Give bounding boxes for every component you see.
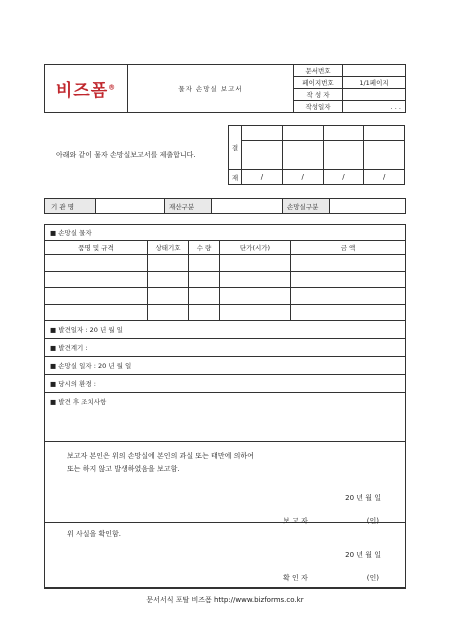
approval-date-2: / <box>282 170 323 185</box>
col-status: 상태기호 <box>148 241 189 255</box>
meta-value-author <box>343 89 406 101</box>
approval-head-1 <box>242 126 283 141</box>
asset-type-value[interactable] <box>212 199 283 214</box>
header-table <box>44 64 406 113</box>
agency-label: 기 관 명 <box>45 199 96 214</box>
found-reason-field[interactable]: ■ 발견계기 : <box>45 339 406 357</box>
footer-text: 문서서식 포탈 비즈폼 http://www.bizforms.co.kr <box>146 596 304 604</box>
approval-head-4 <box>364 126 405 141</box>
table-row <box>45 304 406 321</box>
statement-block <box>45 442 406 523</box>
footer-divider <box>44 588 406 589</box>
approval-label-top: 결 <box>229 126 242 170</box>
loss-date-field[interactable]: ■ 손망실 일자 : 20 년 월 일 <box>45 357 406 375</box>
confirm-text: 위 사실을 확인함. <box>67 530 122 538</box>
col-item-name: 품명 및 규격 <box>45 241 148 255</box>
meta-value-doc-no <box>343 65 406 77</box>
meta-value-date: . . . <box>343 101 406 113</box>
approval-date-3: / <box>323 170 364 185</box>
loss-type-value[interactable] <box>330 199 406 214</box>
col-quantity: 수 량 <box>189 241 220 255</box>
environment-field[interactable]: ■ 당시의 환경 : <box>45 375 406 393</box>
items-section-title: ■ 손망실 물자 <box>45 225 406 241</box>
page-title: 물자 손망실 보고서 <box>128 65 294 113</box>
approval-sign-4[interactable] <box>364 141 405 170</box>
meta-label-page-no: 페이지번호 <box>294 77 343 89</box>
approval-head-3 <box>323 126 364 141</box>
main-form <box>44 224 406 588</box>
logo: 비즈폼® <box>45 65 128 113</box>
meta-value-page-no: 1/1페이지 <box>343 77 406 89</box>
approval-head-2 <box>282 126 323 141</box>
approval-date-1: / <box>242 170 283 185</box>
reporter-label: 보 고 자 <box>283 517 308 525</box>
intro-text: 아래와 같이 물자 손망실보고서를 제출합니다. <box>56 151 196 159</box>
info-row <box>44 198 406 214</box>
meta-label-date: 작성일자 <box>294 101 343 113</box>
approval-date-4: / <box>364 170 405 185</box>
found-date-field[interactable]: ■ 발견일자 : 20 년 월 일 <box>45 321 406 339</box>
statement-line-1: 보고자 본인은 위의 손망실에 본인의 과실 또는 태만에 의하여 <box>67 452 254 460</box>
table-row <box>45 271 406 288</box>
table-row <box>45 288 406 305</box>
meta-label-author: 작 성 자 <box>294 89 343 101</box>
approval-sign-1[interactable] <box>242 141 283 170</box>
confirm-block <box>45 523 406 588</box>
confirmer-seal[interactable]: (인) <box>366 574 379 582</box>
confirmer-label: 확 인 자 <box>283 574 308 582</box>
approval-label-bottom: 재 <box>229 170 242 185</box>
approval-box <box>228 125 405 185</box>
approval-sign-2[interactable] <box>282 141 323 170</box>
statement-date: 20 년 월 일 <box>345 494 381 502</box>
action-taken-field[interactable]: ■ 발견 후 조치사항 <box>45 393 406 442</box>
confirm-date: 20 년 월 일 <box>345 551 381 559</box>
reporter-seal[interactable]: (인) <box>366 517 379 525</box>
approval-sign-3[interactable] <box>323 141 364 170</box>
meta-label-doc-no: 문서번호 <box>294 65 343 77</box>
table-row <box>45 255 406 272</box>
loss-type-label: 손망실구분 <box>283 199 330 214</box>
statement-line-2: 또는 하지 않고 발생하였음을 보고함. <box>67 465 180 473</box>
col-amount: 금 액 <box>291 241 406 255</box>
col-unit-price: 단가(시가) <box>220 241 291 255</box>
agency-value[interactable] <box>96 199 165 214</box>
asset-type-label: 재산구분 <box>165 199 212 214</box>
